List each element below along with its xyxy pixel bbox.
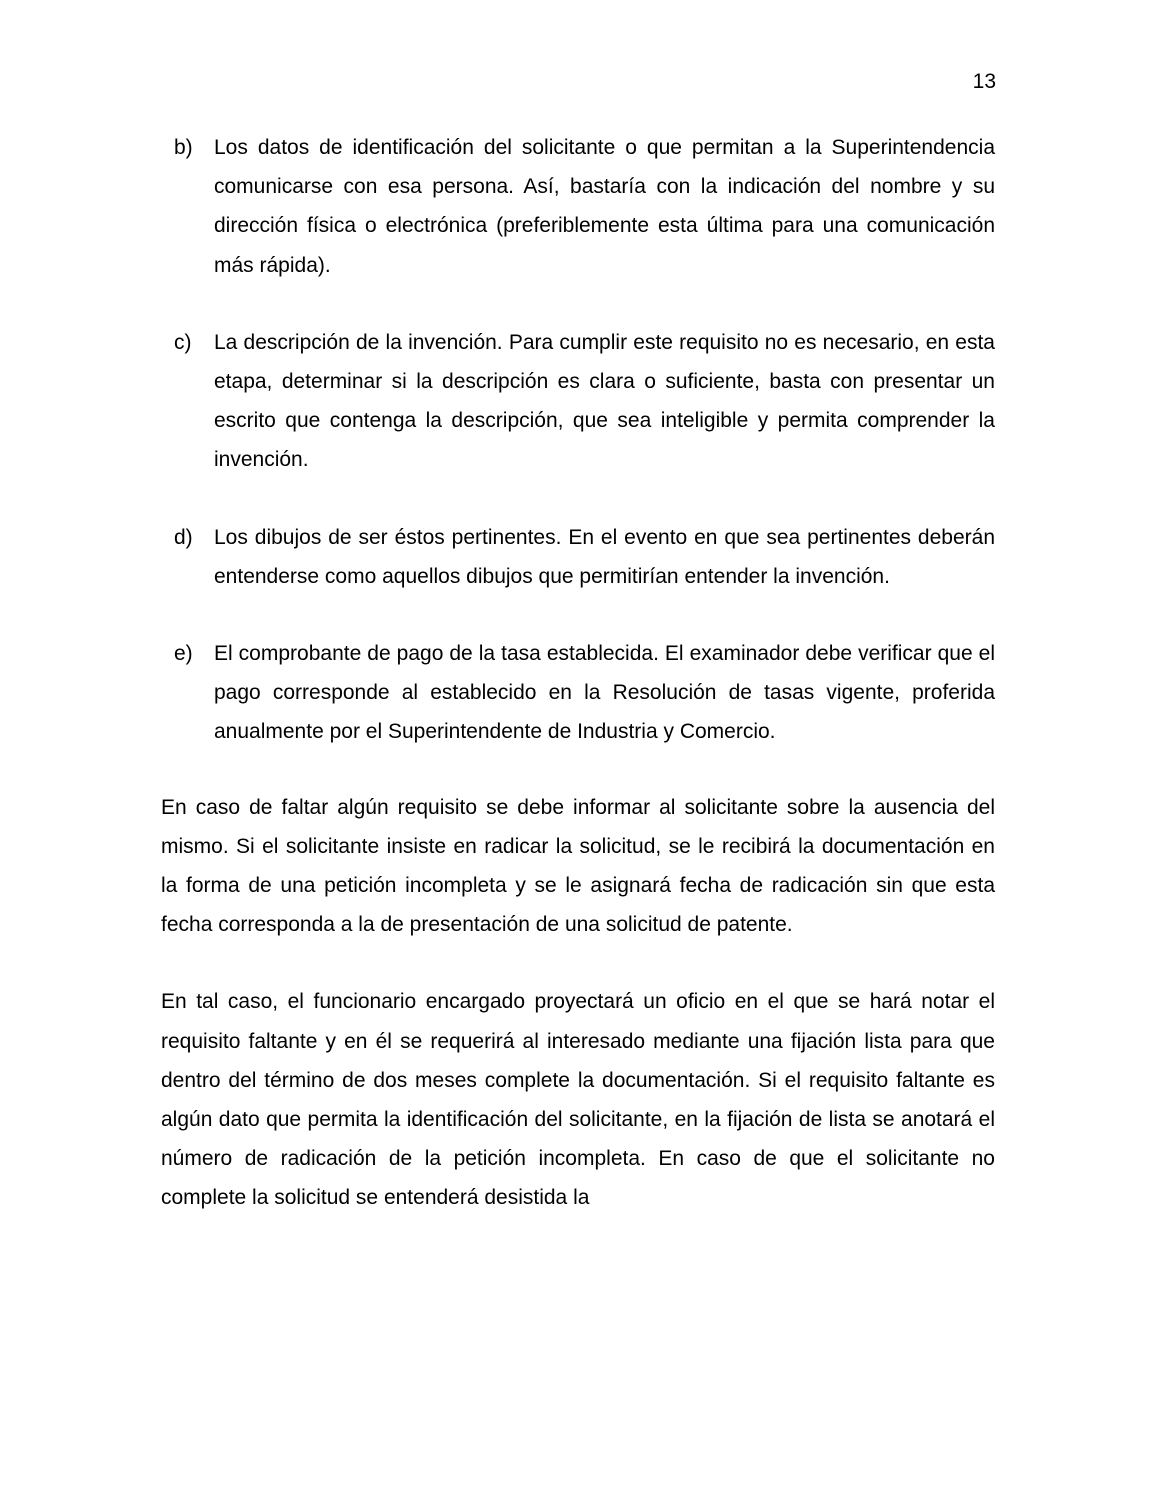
list-item-text: Los dibujos de ser éstos pertinentes. En el evento en que sea pertinentes deberán entenderse como aquellos dibujos que permitirían entender la invención.	[214, 525, 995, 588]
list-item-text: El comprobante de pago de la tasa establecida. El examinador debe verificar que el pago corresponde al establecido en la Resolución de tasas vigente, proferida anualmente por el Superintendente de Industria y Comercio.	[214, 642, 995, 744]
list-marker: b)	[174, 136, 193, 159]
list-item-e	[161, 634, 995, 752]
page-number: 13	[972, 70, 996, 93]
list-item-text: La descripción de la invención. Para cumplir este requisito no es necesario, en esta etapa, determinar si la descripción es clara o suficiente, basta con presentar un escrito que contenga la descripción, que sea inteligible y permita comprender la invención.	[214, 330, 995, 472]
list-marker: c)	[174, 330, 192, 354]
paragraph-missing-requirement: En caso de faltar algún requisito se debe informar al solicitante sobre la ausencia del mismo. Si el solicitante insiste en radicar la solicitud, se le recibirá la documentación en la forma de una petición incompleta y se le asignará fecha de radicación sin que esta fecha corresponda a la de presentación de una solicitud de patente.	[161, 795, 995, 937]
list-item-text: Los datos de identificación del solicitante o que permitan a la Superintendencia comunicarse con esa persona. Así, bastaría con la indicación del nombre y su dirección física o electrónica (preferiblemente esta última para una comunicación más rápida).	[214, 136, 995, 277]
list-marker: d)	[174, 525, 193, 549]
paragraph-official-notice: En tal caso, el funcionario encargado proyectará un oficio en el que se hará notar el requisito faltante y en él se requerirá al interesado mediante una fijación lista para que dentro del término de dos meses complete la documentación. Si el requisito faltante es algún dato que permita la identificación del solicitante, en la fijación de lista se anotará el número de radicación de la petición incompleta. En caso de que el solicitante no complete la solicitud se entenderá desistida la	[161, 990, 995, 1210]
list-marker: e)	[174, 642, 193, 666]
document-body	[161, 128, 995, 1256]
requirements-list	[161, 128, 995, 752]
list-item-b	[161, 128, 995, 285]
list-item-c	[161, 323, 995, 480]
list-item-d	[161, 518, 995, 596]
